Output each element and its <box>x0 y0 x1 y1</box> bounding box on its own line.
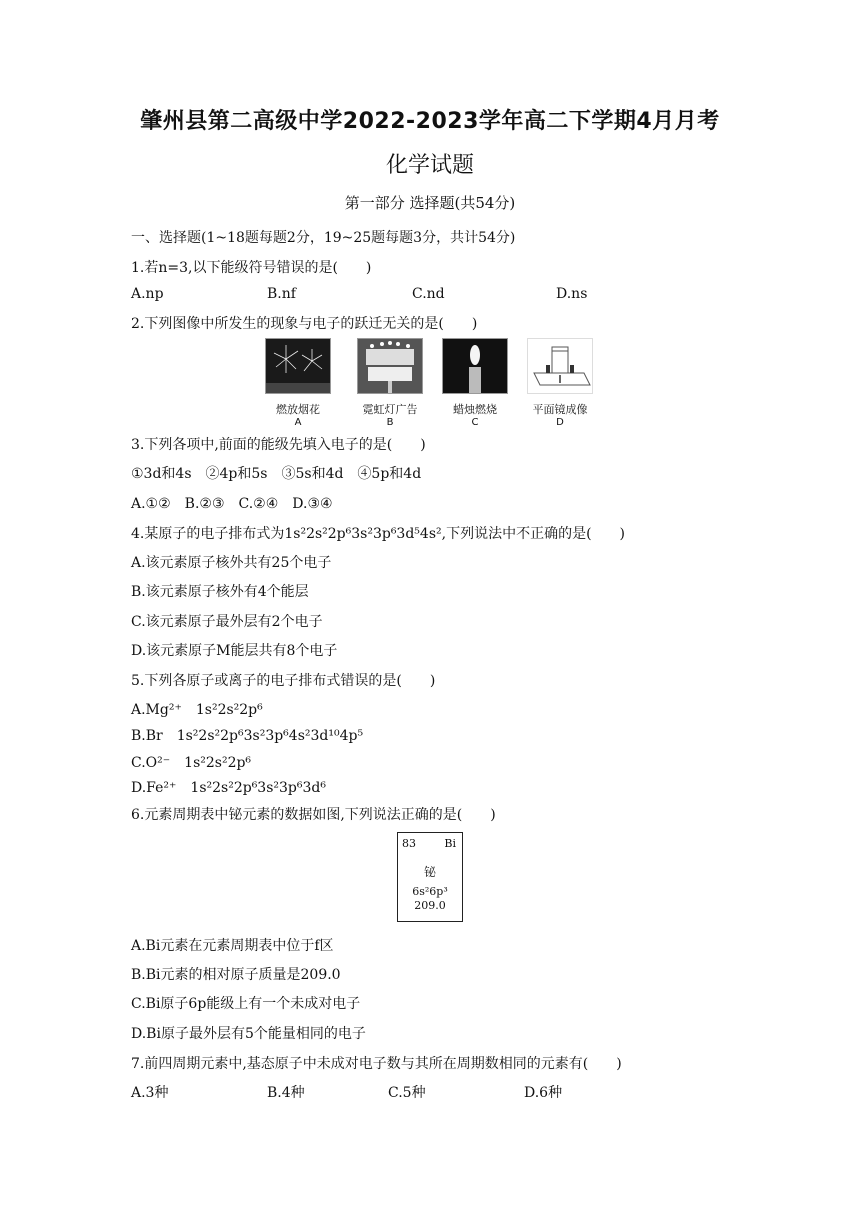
q7-option-c: C.5种 <box>388 1085 426 1101</box>
question-7-stem: 7.前四周期元素中,基态原子中未成对电子数与其所在周期数相同的元素有( ) <box>131 1056 622 1072</box>
section-heading: 第一部分 选择题(共54分) <box>344 194 516 212</box>
q5-d-config: 1s²2s²2p⁶3s²3p⁶3d⁶ <box>190 780 326 796</box>
q4-option-b: B.该元素原子核外有4个能层 <box>131 584 309 600</box>
q2-letter-d: D <box>556 417 564 428</box>
exam-title: 肇州县第二高级中学2022-2023学年高二下学期4月月考 <box>140 109 720 134</box>
neon-sign-icon <box>357 338 423 394</box>
q4-option-c: C.该元素原子最外层有2个电子 <box>131 614 323 630</box>
q6-option-d: D.Bi原子最外层有5个能量相同的电子 <box>131 1026 366 1042</box>
q5-b-label: B.Br <box>131 728 163 744</box>
q2-letter-b: B <box>386 417 394 428</box>
q5-c-label: C.O²⁻ <box>131 755 171 771</box>
q4-stem-prefix: 4.某原子的电子排布式为 <box>131 526 285 542</box>
subject-title: 化学试题 <box>385 153 474 178</box>
q1-option-d: D.ns <box>556 286 588 302</box>
q5-b-config: 1s²2s²2p⁶3s²3p⁶4s²3d¹⁰4p⁵ <box>176 728 364 744</box>
q4-stem-suffix: ,下列说法中不正确的是( ) <box>441 526 625 542</box>
q2-letter-a: A <box>294 417 302 428</box>
q1-option-b: B.nf <box>267 286 296 302</box>
q5-option-c <box>131 752 251 772</box>
q5-a-config: 1s²2s²2p⁶ <box>195 702 263 718</box>
q6-option-b: B.Bi元素的相对原子质量是209.0 <box>131 967 341 983</box>
element-config: 6s²6p³ <box>412 885 448 898</box>
question-2-stem: 2.下列图像中所发生的现象与电子的跃迁无关的是( ) <box>131 316 478 332</box>
q1-option-a: A.np <box>131 286 164 302</box>
question-4-stem <box>131 523 625 543</box>
q2-caption-d: 平面镜成像 <box>532 403 588 416</box>
question-3-stem: 3.下列各项中,前面的能级先填入电子的是( ) <box>131 437 426 453</box>
question-6-stem: 6.元素周期表中铋元素的数据如图,下列说法正确的是( ) <box>131 807 496 823</box>
fireworks-icon <box>265 338 331 394</box>
q3-items: ①3d和4s ②4p和5s ③5s和4d ④5p和4d <box>131 466 422 482</box>
q5-a-label: A.Mg²⁺ <box>131 702 182 718</box>
q5-option-a <box>131 699 263 719</box>
element-name: 铋 <box>423 865 436 879</box>
q6-option-c: C.Bi原子6p能级上有一个未成对电子 <box>131 996 361 1012</box>
q5-c-config: 1s²2s²2p⁶ <box>184 755 252 771</box>
q2-figure-b <box>357 338 423 428</box>
q5-option-d <box>131 777 326 797</box>
q2-figure-a <box>265 338 331 428</box>
q2-caption-b: 霓虹灯广告 <box>362 403 418 416</box>
q4-electron-config: 1s²2s²2p⁶3s²3p⁶3d⁵4s² <box>284 526 442 542</box>
question-1-stem: 1.若n=3,以下能级符号错误的是( ) <box>131 260 372 276</box>
q3-options: A.①② B.②③ C.②④ D.③④ <box>131 496 333 512</box>
q2-figure-d <box>527 338 593 428</box>
candle-icon <box>442 338 508 394</box>
q2-caption-a: 燃放烟花 <box>276 403 320 416</box>
q6-option-a: A.Bi元素在元素周期表中位于f区 <box>131 938 334 954</box>
q5-d-label: D.Fe²⁺ <box>131 780 177 796</box>
q2-caption-c: 蜡烛燃烧 <box>453 403 497 416</box>
q4-option-a: A.该元素原子核外共有25个电子 <box>131 555 332 571</box>
instructions: 一、选择题(1~18题每题2分，19~25题每题3分，共计54分) <box>131 230 516 246</box>
q7-option-b: B.4种 <box>267 1085 305 1101</box>
q4-option-d: D.该元素原子M能层共有8个电子 <box>131 643 338 659</box>
element-symbol: Bi <box>444 837 456 850</box>
q5-option-b <box>131 725 363 745</box>
mirror-icon <box>527 338 593 394</box>
q7-option-d: D.6种 <box>524 1085 563 1101</box>
q2-figure-c <box>442 338 508 428</box>
element-number: 83 <box>402 837 416 850</box>
element-mass: 209.0 <box>414 899 446 912</box>
q2-letter-c: C <box>471 417 479 428</box>
q7-option-a: A.3种 <box>131 1085 169 1101</box>
q1-option-c: C.nd <box>412 286 445 302</box>
bismuth-element-card <box>397 832 463 922</box>
question-5-stem: 5.下列各原子或离子的电子排布式错误的是( ) <box>131 673 436 689</box>
